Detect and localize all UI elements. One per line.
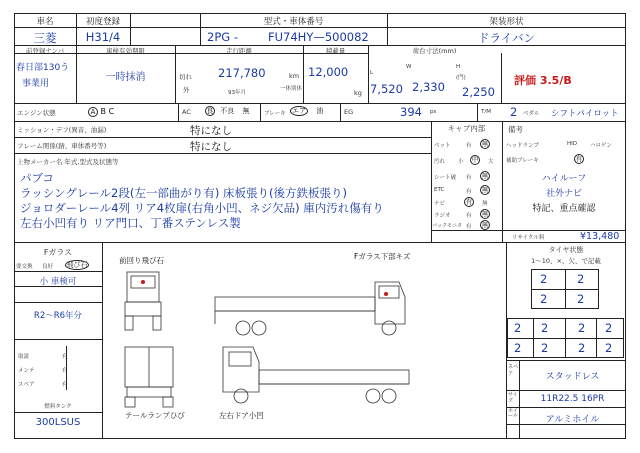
kinta-label: 外 xyxy=(183,86,190,94)
maint-value: 有 xyxy=(62,368,68,374)
brake-options xyxy=(290,106,323,116)
headlamp-label: ヘッドランプ xyxy=(506,143,540,149)
engine-c: C xyxy=(108,107,115,116)
diagram-note-door: 左右ドア小凹 xyxy=(219,411,264,420)
cab-radio-label: ラジオ xyxy=(434,213,451,219)
frame-value: 特になし xyxy=(190,141,232,153)
cab-navi-yes: 有 xyxy=(465,198,473,206)
manual-value: 有 xyxy=(62,354,68,360)
kiri-label: 切れ xyxy=(179,73,192,81)
dim-h-note: (門) xyxy=(456,75,466,81)
cab-etc-yes: 有 xyxy=(466,189,472,195)
halogen-option: ハロゲン xyxy=(590,143,612,149)
fuel-value: 300LSUS xyxy=(35,417,81,428)
tm-label: T/M xyxy=(481,109,491,115)
ac-bad: 不良 xyxy=(220,107,235,115)
mileage-label: 走行距離 xyxy=(226,47,252,55)
tire-subtitle: 1～10、×、欠、で記載 xyxy=(531,257,601,265)
brake-label: ブレーキ xyxy=(264,111,286,117)
cab-pet-label: ペット xyxy=(434,143,451,149)
eg-label: EG xyxy=(344,108,354,116)
weight-unit: kg xyxy=(354,89,362,97)
tire-rear-2: 2 xyxy=(541,321,549,335)
cab-pet-yes: 有 xyxy=(466,143,472,149)
maint-label: メンテ xyxy=(18,368,35,374)
inspect-label: 車検有効期限 xyxy=(106,47,145,55)
cab-seat-label: シート破 xyxy=(434,175,457,181)
glass-inspect-box: 小 車検可 xyxy=(39,277,77,287)
plate-line1: 春日部130う xyxy=(16,63,70,73)
cab-monitor-no: 無 xyxy=(481,221,489,229)
weight-label: 積載量 xyxy=(325,47,346,55)
ac-good: 良 xyxy=(206,107,214,115)
cab-dirt-label: 汚れ xyxy=(434,159,446,165)
tire-rear-1: 2 xyxy=(514,321,522,335)
body-label: 架装形状 xyxy=(489,17,524,27)
maker-label: 車名 xyxy=(36,17,54,27)
recycle-label: リサイクル料 xyxy=(512,235,545,241)
spare-tire-value: スタッドレス xyxy=(545,372,600,382)
plate-line2: 事業用 xyxy=(22,79,50,89)
plate-label: 前登録ナンバ xyxy=(25,47,65,55)
note-line-4: 左右小凹有り リア門口、丁番ステンレス製 xyxy=(20,216,241,230)
engine-b: B xyxy=(100,107,107,116)
note-line-1: パブコ xyxy=(20,171,54,185)
reg-label: 初度登録 xyxy=(85,17,120,27)
tire-rear-8: 2 xyxy=(605,341,613,355)
tire-rear-7: 2 xyxy=(578,341,586,355)
engine-label: エンジン状態 xyxy=(17,109,56,117)
cab-etc-no: 無 xyxy=(481,186,489,194)
engine-a: A xyxy=(88,107,98,117)
side-view-top-drawing xyxy=(215,282,405,335)
ac-options xyxy=(205,106,249,116)
cab-dirt-mid: 中 xyxy=(471,156,479,164)
cab-monitor-yes: 有 xyxy=(466,224,472,230)
pedal-value: 2 xyxy=(510,105,518,119)
diagram-note-tail: テールランプひび xyxy=(125,411,185,420)
tire-size-value: 11R22.5 16PR xyxy=(540,394,605,404)
cab-navi-label: ナビ xyxy=(434,201,446,207)
glass-cond-good: 良好 xyxy=(42,264,54,270)
tire-front-right: 2 xyxy=(577,272,585,286)
dim-l-label: L xyxy=(370,70,374,76)
cab-dirt-large: 大 xyxy=(488,159,494,165)
note-line-3: ジョロダーレール4列 リア4枚扉(右角小凹、ネジ欠品) 庫内汚れ傷有り xyxy=(20,201,384,215)
diagram-note-front: 前回り飛び石 xyxy=(119,256,164,265)
glass-range: R2～R6年分 xyxy=(33,311,83,321)
body-value: ドライバン xyxy=(478,31,535,45)
tire-front2-right: 2 xyxy=(577,292,585,306)
dim-h-value: 2,250 xyxy=(462,85,495,99)
ac-label: AC xyxy=(182,108,191,116)
rear-view-drawing xyxy=(125,347,173,407)
spare-key-label: スペア xyxy=(18,382,35,388)
reg-value: H31/4 xyxy=(85,30,121,44)
cab-seat-no: 無 xyxy=(481,172,489,180)
tire-title: タイヤ状態 xyxy=(548,246,584,254)
cab-etc-label: ETC xyxy=(434,187,445,193)
recycle-value: ¥13,480 xyxy=(580,231,620,242)
frame-label: フレーム関係(錆、車体番号等) xyxy=(17,142,107,150)
cab-navi-no: 無 xyxy=(482,201,488,207)
cab-title: キャブ内部 xyxy=(447,124,486,133)
model-label: 型式・車体番号 xyxy=(263,17,324,27)
ac-none: 無 xyxy=(242,107,250,115)
tire-rear-5: 2 xyxy=(514,341,522,355)
wheel-label: ホイール xyxy=(508,408,519,419)
spare-tire-label: スペア xyxy=(508,364,519,377)
meter-note: 一体別体 xyxy=(280,86,303,92)
grade-value: 評価 3.5/B xyxy=(514,74,572,87)
maker-value: 三菱 xyxy=(33,31,57,45)
remarks-title: 備考 xyxy=(508,125,523,134)
mileage-value: 217,780 xyxy=(218,66,266,80)
fuel-label: 燃料タンク xyxy=(44,404,72,410)
tire-rear-6: 2 xyxy=(541,341,549,355)
manual-label: 取説 xyxy=(18,354,30,360)
tire-front-left: 2 xyxy=(540,272,548,286)
mileage-unit: km xyxy=(289,72,300,80)
remark-1: ハイルーフ xyxy=(541,174,587,184)
dim-h-label: H xyxy=(456,64,461,70)
cab-seat-yes: 有 xyxy=(466,175,472,181)
tire-rear-3: 2 xyxy=(578,321,586,335)
brake2-label: 補助ブレーキ xyxy=(506,158,539,164)
glass-marks xyxy=(66,346,74,390)
damage-marks xyxy=(141,280,388,296)
chassis-number: FU74HY—500082 xyxy=(268,30,369,44)
cab-monitor-label: バックモニタ xyxy=(432,223,463,229)
mission-value: 特になし xyxy=(190,125,232,137)
cab-dirt-small: 小 xyxy=(458,159,464,165)
spare-key-value: 有 xyxy=(62,382,68,388)
cab-pet-no: 無 xyxy=(481,140,489,148)
dim-w-value: 2,330 xyxy=(412,80,445,94)
year-note: 93年月 xyxy=(228,90,246,96)
side-view-bottom-drawing xyxy=(223,347,409,403)
hid-option: HID xyxy=(567,141,577,147)
brake-air: エア xyxy=(292,107,306,115)
dim-w-label: W xyxy=(406,64,412,70)
tire-size-label: サイズ xyxy=(508,392,518,404)
pedal-label: ペダル xyxy=(523,111,540,117)
model-prefix: 2PG - xyxy=(207,30,238,44)
remark-3: 特記、重点確認 xyxy=(532,204,596,214)
shift-value: シフトパイロット xyxy=(551,109,619,119)
note-line-2: ラッシングレール2段(左一部曲がり有) 床板張り(後方鉄板張り) xyxy=(20,186,347,200)
dim-l-value: 7,520 xyxy=(370,82,403,96)
wheel-value: アルミホイル xyxy=(545,415,600,425)
dim-label: 荷台寸法(mm) xyxy=(412,47,457,55)
glass-cond-replace: 要交換 xyxy=(16,264,33,270)
ps-unit: ps xyxy=(430,109,437,115)
tire-front2-left: 2 xyxy=(540,292,548,306)
cab-radio-no: 無 xyxy=(481,210,489,218)
tire-rear-4: 2 xyxy=(605,321,613,335)
brake2-value: 有 xyxy=(575,155,583,163)
remark-2: 社外ナビ xyxy=(545,189,582,199)
ps-value: 394 xyxy=(400,105,422,119)
brake-oil: 油 xyxy=(316,107,324,115)
upper-label: 上物メーカー名 年式,型式及状態等 xyxy=(17,158,119,166)
glass-title: Fガラス xyxy=(43,248,73,257)
diagram-note-glass: Fガラス下部キズ xyxy=(354,252,411,261)
inspect-value: 一時抹消 xyxy=(105,72,146,83)
weight-value: 12,000 xyxy=(308,65,349,79)
mission-label: ミッション・デフ(異音、油漏) xyxy=(17,126,107,134)
engine-grade xyxy=(88,107,114,117)
glass-cond-chip: 飛び石 xyxy=(66,261,88,269)
cab-radio-yes: 有 xyxy=(466,213,472,219)
